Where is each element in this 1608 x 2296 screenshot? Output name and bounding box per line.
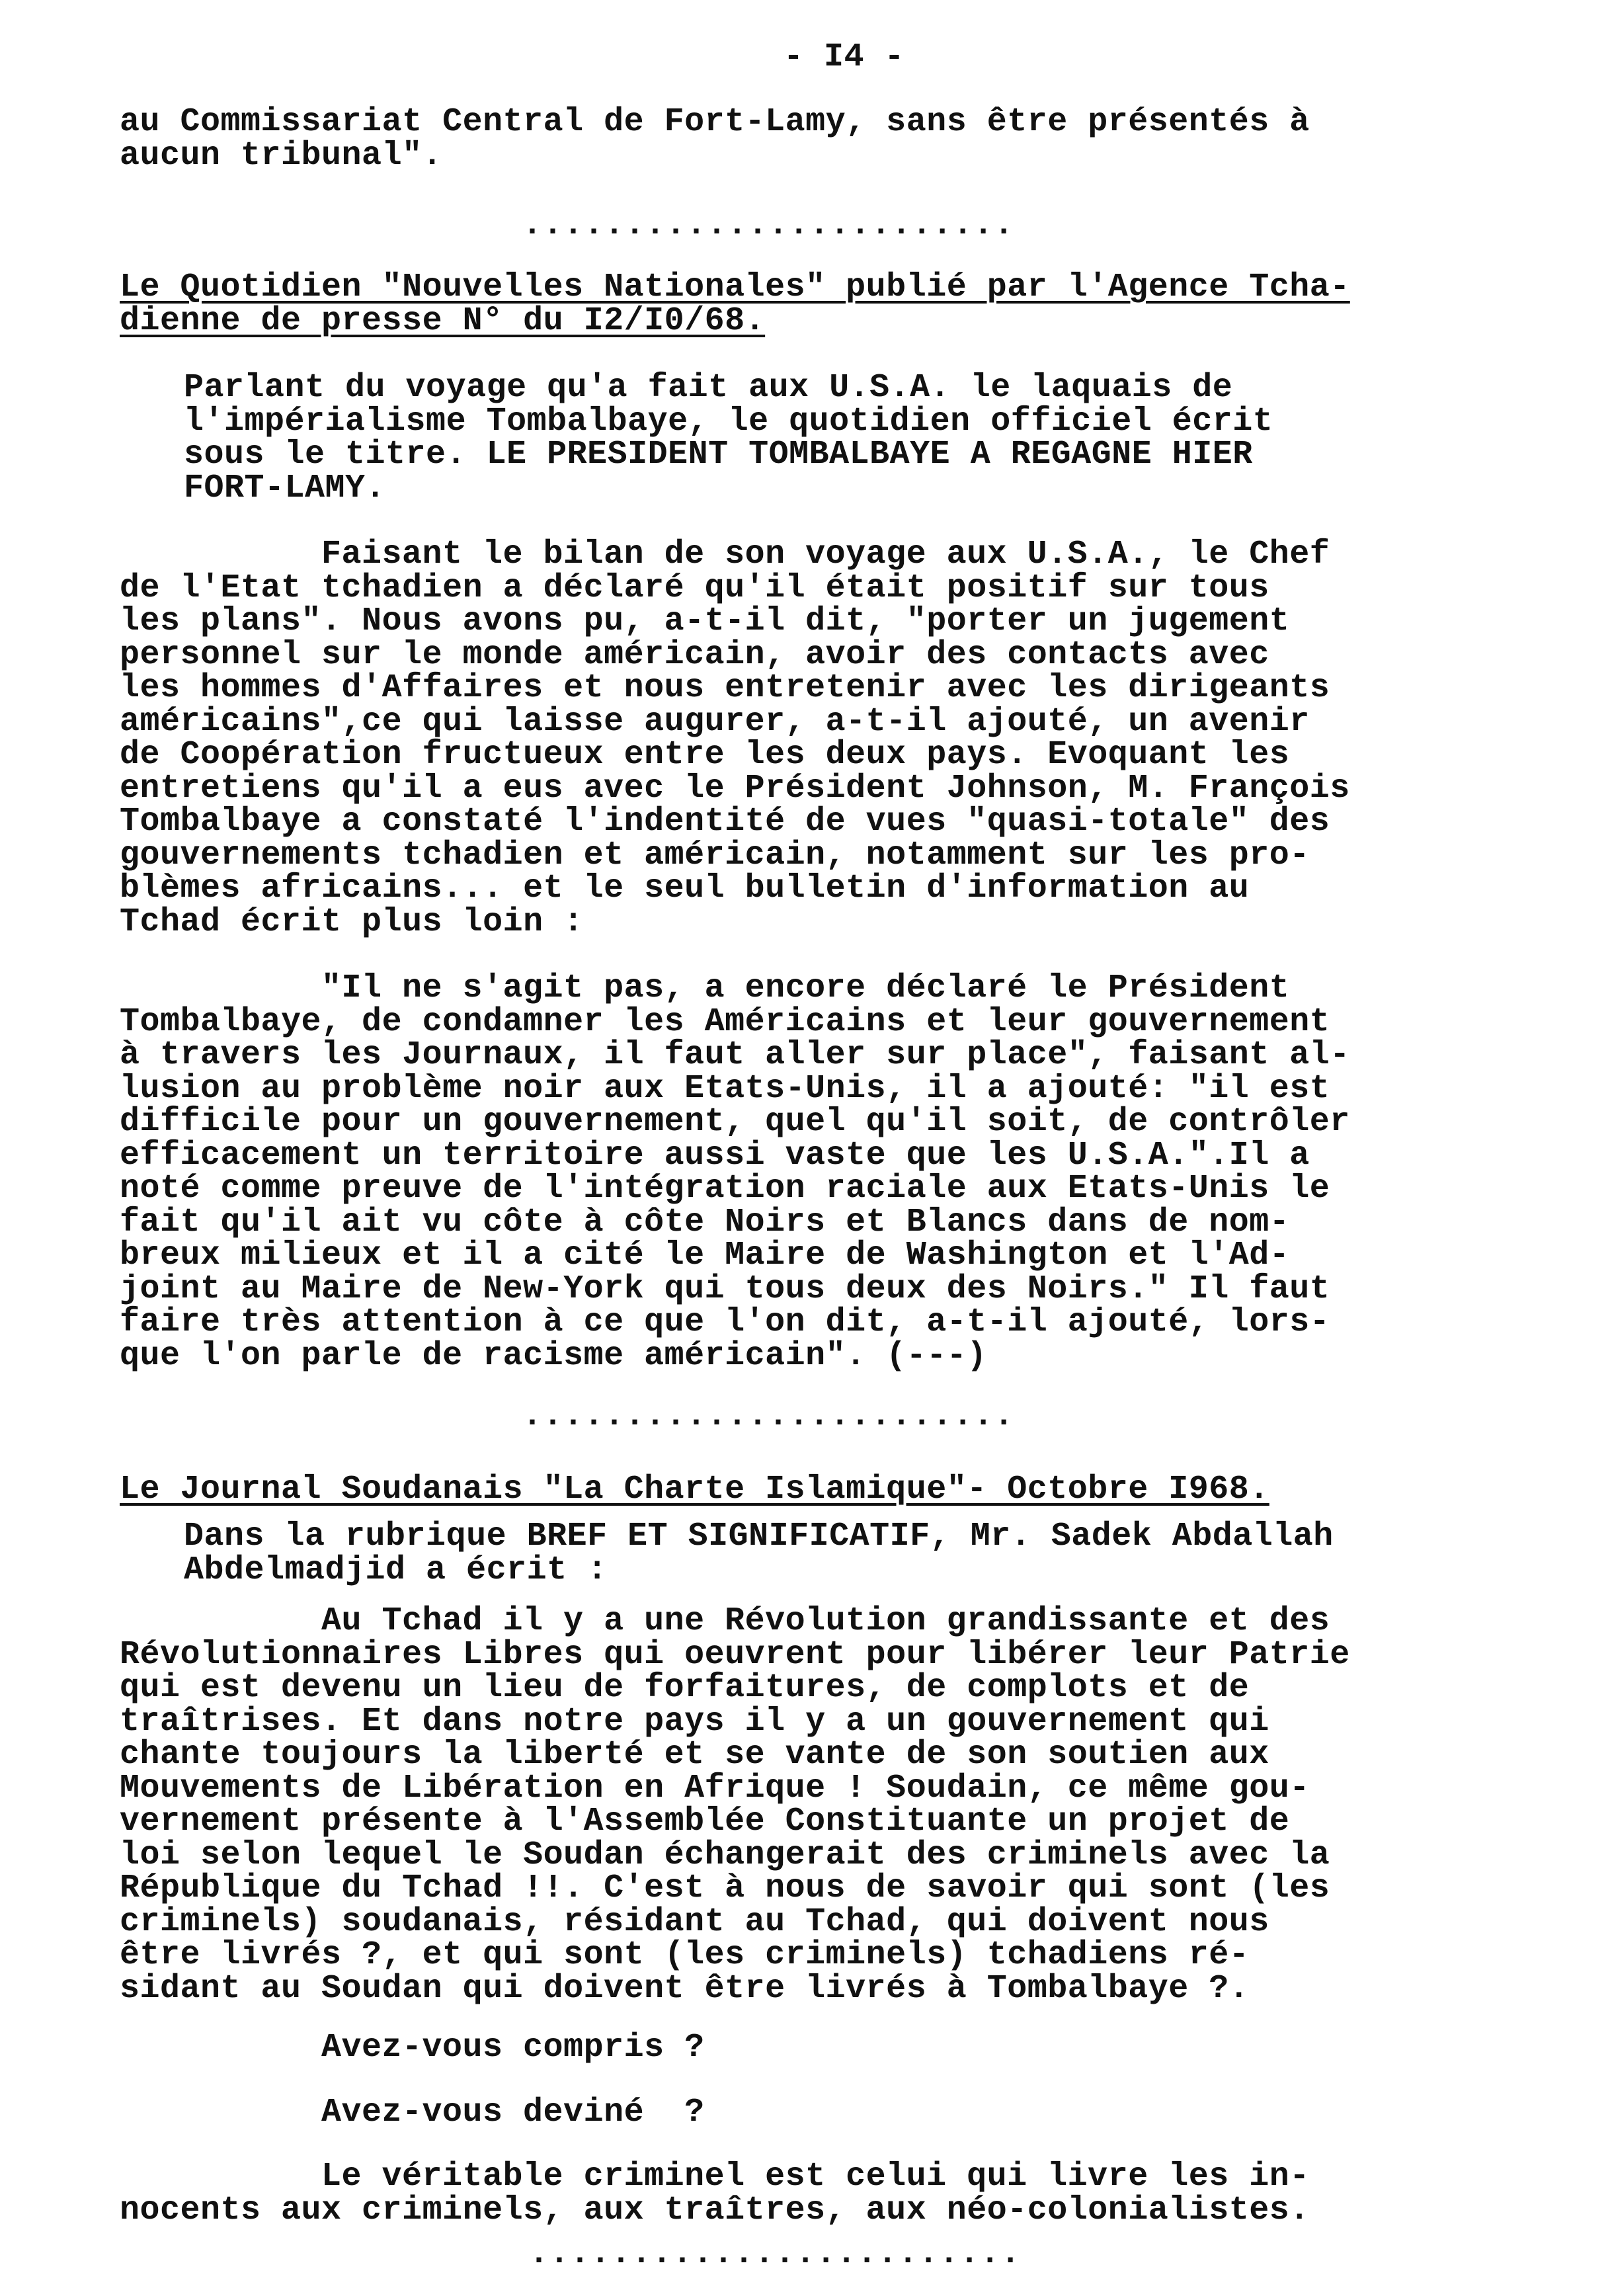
separator: ........................ xyxy=(529,2235,1022,2273)
section1-paragraph: Parlant du voyage qu'a fait aux U.S.A. le laquais de l'impérialisme Tombalbaye, le quotidien officiel écrit sous le titre. LE PRESIDENT TOMBALBAYE A REGAGNE HIER FORT-LAMY. xyxy=(184,369,1273,507)
page-number: - I4 - xyxy=(784,38,905,76)
section1-quote: "Il ne s'agit pas, a encore déclaré le Président Tombalbaye, de condamner les Américains et leur gouvernement à travers les Journaux, il faut aller sur place", faisant al- lusion au problème noir aux Etats-Unis, il a ajouté: "il est difficile pour un gouvernement, quel qu'il soit, de contrôler efficacement un territoire aussi vaste que les U.S.A.".Il a noté comme preuve de l'intégration raciale aux Etats-Unis le fait qu'il ait vu côte à côte Noirs et Blancs dans de nom- breux milieux et il a cité le Maire de Washington et l'Ad- joint au Maire de New-York qui tous deux des Noirs." Il faut faire très attention à ce que l'on dit, a-t-il ajouté, lors- que l'on parle de racisme américain". (---) xyxy=(120,969,1350,1375)
section2-paragraph: Dans la rubrique BREF ET SIGNIFICATIF, Mr. Sadek Abdallah Abdelmadjid a écrit : xyxy=(184,1518,1334,1589)
question-line: Avez-vous compris ? xyxy=(321,2029,705,2067)
intro-text: au Commissariat Central de Fort-Lamy, sans être présentés à aucun tribunal". xyxy=(120,103,1310,175)
question-line: Avez-vous deviné ? xyxy=(321,2094,705,2131)
section1-paragraph: Faisant le bilan de son voyage aux U.S.A., le Chef de l'Etat tchadien a déclaré qu'il était positif sur tous les plans". Nous avons pu, a-t-il dit, "porter un jugement personnel sur le monde américain, avoir des contacts avec les hommes d'Affaires et nous entretenir avec les dirigeants américains",ce qui laisse augurer, a-t-il ajouté, un avenir de Coopération fructueux entre les deux pays. Evoquant les entretiens qu'il a eus avec le Président Johnson, M. François Tombalbaye a constaté l'indentité de vues "quasi-totale" des gouvernements tchadien et américain, notamment sur les pro- blèmes africains... et le seul bulletin d'information au Tchad écrit plus loin : xyxy=(120,536,1350,941)
section2-paragraph: Au Tchad il y a une Révolution grandissante et des Révolutionnaires Libres qui oeuvrent pour libérer leur Patrie qui est devenu un lieu de forfaitures, de complots et de traîtrises. Et dans notre pays il y a un gouvernement qui chante toujours la liberté et se vante de son soutien aux Mouvements de Libération en Afrique ! Soudain, ce même gou- vernement présente à l'Assemblée Constituante un projet de loi selon lequel le Soudan échangerait des criminels avec la République du Tchad !!. C'est à nous de savoir qui sont (les criminels) soudanais, résidant au Tchad, qui doivent nous être livrés ?, et qui sont (les criminels) tchadiens ré- sidant au Soudan qui doivent être livrés à Tombalbaye ?. xyxy=(120,1602,1350,2008)
separator: ........................ xyxy=(522,206,1015,244)
separator: ........................ xyxy=(522,1397,1015,1435)
section1-heading: Le Quotidien "Nouvelles Nationales" publié par l'Agence Tcha- dienne de presse N° du I2/I0/68. xyxy=(120,268,1350,340)
section2-conclusion: Le véritable criminel est celui qui livre les in- nocents aux criminels, aux traîtres, aux néo-colonialistes. xyxy=(120,2158,1310,2229)
section2-heading: Le Journal Soudanais "La Charte Islamique"- Octobre I968. xyxy=(120,1471,1269,1508)
